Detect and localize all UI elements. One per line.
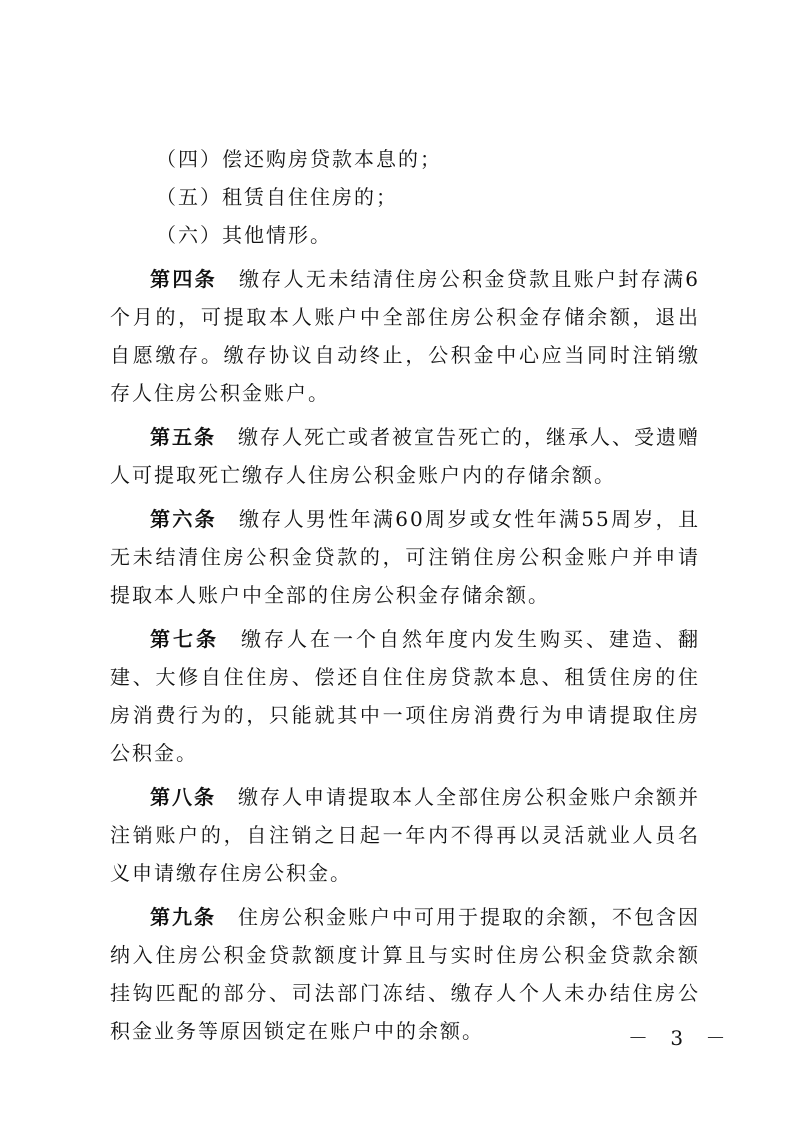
list-item: （六）其他情形。 (156, 223, 332, 247)
article-text: 缴存人在一个自然年度内发生购买、建造、翻建、大修自住住房、偿还自住住房贷款本息、租赁住房的住房消费行为的，只能就其中一项住房消费行为申请提取住房公积金。 (110, 627, 700, 765)
article-6 (110, 500, 700, 614)
article-5 (110, 418, 700, 494)
article-title: 第九条 (150, 905, 216, 929)
list-item: （四）偿还购房贷款本息的； (156, 147, 442, 171)
article-text: 缴存人无未结清住房公积金贷款且账户封存满6个月的，可提取本人账户中全部住房公积金存储余额，退出自愿缴存。缴存协议自动终止，公积金中心应当同时注销缴存人住房公积金账户。 (110, 267, 700, 405)
article-4 (110, 260, 700, 412)
article-9 (110, 898, 700, 1050)
article-title: 第八条 (150, 785, 216, 809)
article-text: 住房公积金账户中可用于提取的余额，不包含因纳入住房公积金贷款额度计算且与实时住房公积金贷款余额挂钩匹配的部分、司法部门冻结、缴存人个人未办结住房公积金业务等原因锁定在账户中的余额。 (110, 905, 700, 1043)
article-text: 缴存人死亡或者被宣告死亡的，继承人、受遗赠人可提取死亡缴存人住房公积金账户内的存储余额。 (110, 425, 700, 487)
article-text: 缴存人男性年满60周岁或女性年满55周岁，且无未结清住房公积金贷款的，可注销住房公积金账户并申请提取本人账户中全部的住房公积金存储余额。 (110, 507, 700, 607)
article-title: 第六条 (150, 507, 217, 531)
page-number: － 3 － (628, 1026, 734, 1050)
document-body (110, 140, 700, 1050)
article-text: 缴存人申请提取本人全部住房公积金账户余额并注销账户的，自注销之日起一年内不得再以灵活就业人员名义申请缴存住房公积金。 (110, 785, 700, 885)
article-title: 第四条 (150, 267, 217, 291)
article-title: 第五条 (150, 425, 216, 449)
article-8 (110, 778, 700, 892)
list-item: （五）租赁自住住房的； (156, 185, 398, 209)
article-7 (110, 620, 700, 772)
article-title: 第七条 (150, 627, 219, 651)
